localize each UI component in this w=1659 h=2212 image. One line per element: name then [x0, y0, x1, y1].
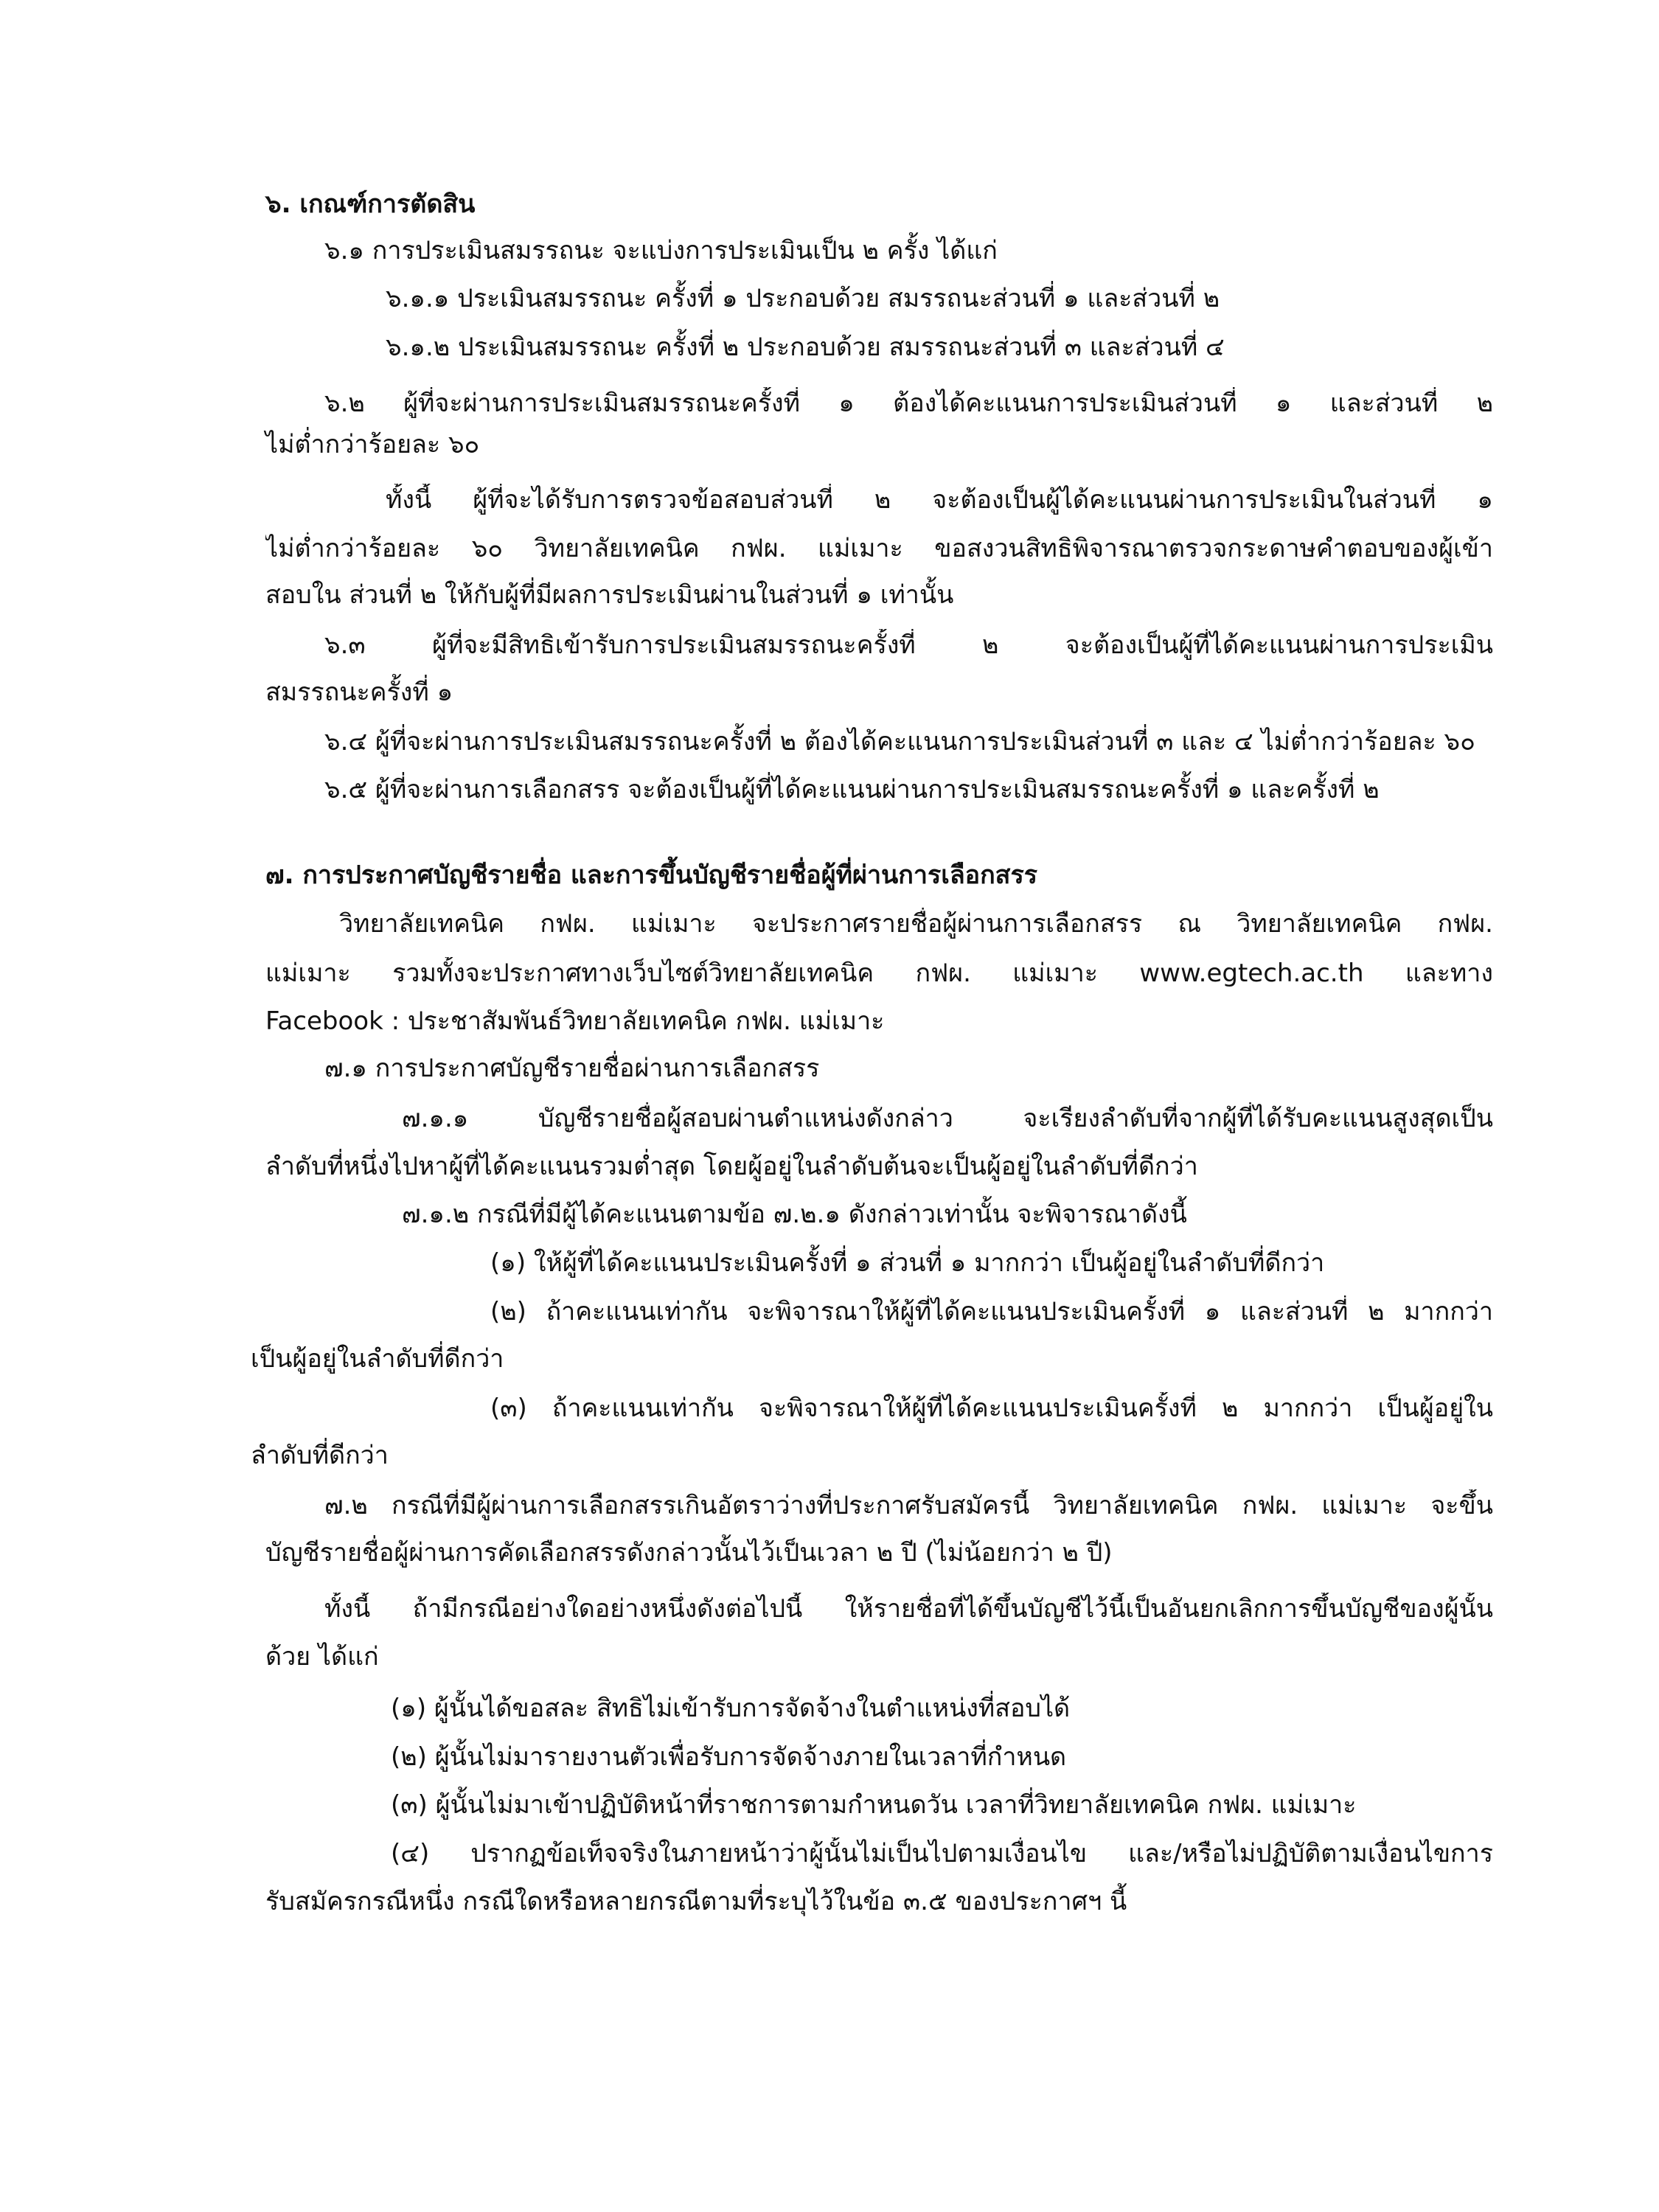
clause-6-5: ๖.๕ ผู้ที่จะผ่านการเลือกสรร จะต้องเป็นผู้ที่ได้คะแนนผ่านการประเมินสมรรถนะครั้งที่ ๑ และครั้งที่ ๒ — [324, 775, 1380, 804]
clause-7-1: ๗.๑ การประกาศบัญชีรายชื่อผ่านการเลือกสรร — [324, 1054, 820, 1083]
cancel-clause-line-2: ด้วย ได้แก่ — [265, 1642, 379, 1672]
sub-item-2-line-2: เป็นผู้อยู่ในลำดับที่ดีกว่า — [251, 1344, 504, 1374]
section-7-intro-line-1: วิทยาลัยเทคนิค กฟผ. แม่เมาะ จะประกาศรายชื่อผู้ผ่านการเลือกสรร ณ วิทยาลัยเทคนิค กฟผ. — [339, 909, 1493, 939]
clause-6-2-line-1: ๖.๒ ผู้ที่จะผ่านการประเมินสมรรถนะครั้งที่ ๑ ต้องได้คะแนนการประเมินส่วนที่ ๑ และส่วนที่ ๒ — [324, 389, 1493, 418]
clause-7-1-1-line-1: ๗.๑.๑ บัญชีรายชื่อผู้สอบผ่านตำแหน่งดังกล่าว จะเรียงลำดับที่จากผู้ที่ได้รับคะแนนสูงสุดเป็น — [402, 1104, 1493, 1133]
clause-7-1-1-line-2: ลำดับที่หนึ่งไปหาผู้ที่ได้คะแนนรวมต่ำสุด โดยผู้อยู่ในลำดับต้นจะเป็นผู้อยู่ในลำดับที่ดีกว่า — [265, 1152, 1198, 1181]
section-7-intro-line-2: แม่เมาะ รวมทั้งจะประกาศทางเว็บไซต์วิทยาลัยเทคนิค กฟผ. แม่เมาะ www.egtech.ac.th และทาง — [265, 959, 1493, 988]
note-6-2-line-1: ทั้งนี้ ผู้ที่จะได้รับการตรวจข้อสอบส่วนที่ ๒ จะต้องเป็นผู้ได้คะแนนผ่านการประเมินในส่วนที่ ๑ — [386, 485, 1493, 515]
clause-6-1-2: ๖.๑.๒ ประเมินสมรรถนะ ครั้งที่ ๒ ประกอบด้วย สมรรถนะส่วนที่ ๓ และส่วนที่ ๔ — [386, 333, 1225, 362]
section-7-heading: ๗. การประกาศบัญชีรายชื่อ และการขึ้นบัญชีรายชื่อผู้ที่ผ่านการเลือกสรร — [265, 860, 1037, 890]
section-7-intro-line-3: Facebook : ประชาสัมพันธ์วิทยาลัยเทคนิค กฟผ. แม่เมาะ — [265, 1006, 885, 1036]
clause-6-3-line-1: ๖.๓ ผู้ที่จะมีสิทธิเข้ารับการประเมินสมรรถนะครั้งที่ ๒ จะต้องเป็นผู้ที่ได้คะแนนผ่านการประเมิน — [324, 630, 1493, 660]
cancel-item-1: (๑) ผู้นั้นได้ขอสละ สิทธิไม่เข้ารับการจัดจ้างในตำแหน่งที่สอบได้ — [391, 1694, 1071, 1723]
sub-item-2-line-1: (๒) ถ้าคะแนนเท่ากัน จะพิจารณาให้ผู้ที่ได้คะแนนประเมินครั้งที่ ๑ และส่วนที่ ๒ มากกว่า — [490, 1297, 1493, 1326]
sub-item-3-line-1: (๓) ถ้าคะแนนเท่ากัน จะพิจารณาให้ผู้ที่ได้คะแนนประเมินครั้งที่ ๒ มากกว่า เป็นผู้อยู่ใน — [490, 1394, 1493, 1423]
cancel-clause-line-1: ทั้งนี้ ถ้ามีกรณีอย่างใดอย่างหนึ่งดังต่อไปนี้ ให้รายชื่อที่ได้ขึ้นบัญชีไว้นี้เป็นอันยกเลิกการขึ้นบัญชีของผู้นั้น — [324, 1594, 1493, 1624]
cancel-item-3: (๓) ผู้นั้นไม่มาเข้าปฏิบัติหน้าที่ราชการตามกำหนดวัน เวลาที่วิทยาลัยเทคนิค กฟผ. แม่เมาะ — [391, 1790, 1357, 1820]
cancel-item-2: (๒) ผู้นั้นไม่มารายงานตัวเพื่อรับการจัดจ้างภายในเวลาที่กำหนด — [391, 1742, 1067, 1772]
note-6-2-line-3: สอบใน ส่วนที่ ๒ ให้กับผู้ที่มีผลการประเมินผ่านในส่วนที่ ๑ เท่านั้น — [265, 580, 954, 610]
clause-7-2-line-2: บัญชีรายชื่อผู้ผ่านการคัดเลือกสรรดังกล่าวนั้นไว้เป็นเวลา ๒ ปี (ไม่น้อยกว่า ๒ ปี) — [265, 1538, 1113, 1568]
clause-7-1-2: ๗.๑.๒ กรณีที่มีผู้ได้คะแนนตามข้อ ๗.๒.๑ ดังกล่าวเท่านั้น จะพิจารณาดังนี้ — [402, 1200, 1187, 1229]
clause-6-2-line-2: ไม่ต่ำกว่าร้อยละ ๖๐ — [265, 430, 480, 459]
sub-item-3-line-2: ลำดับที่ดีกว่า — [251, 1441, 389, 1470]
clause-6-1-1: ๖.๑.๑ ประเมินสมรรถนะ ครั้งที่ ๑ ประกอบด้วย สมรรถนะส่วนที่ ๑ และส่วนที่ ๒ — [386, 284, 1220, 313]
sub-item-1: (๑) ให้ผู้ที่ได้คะแนนประเมินครั้งที่ ๑ ส่วนที่ ๑ มากกว่า เป็นผู้อยู่ในลำดับที่ดีกว่า — [490, 1248, 1325, 1278]
section-6-heading: ๖. เกณฑ์การตัดสิน — [265, 189, 476, 219]
clause-6-1: ๖.๑ การประเมินสมรรถนะ จะแบ่งการประเมินเป็น ๒ ครั้ง ได้แก่ — [324, 236, 998, 265]
cancel-item-4-line-2: รับสมัครกรณีหนึ่ง กรณีใดหรือหลายกรณีตามที่ระบุไว้ในข้อ ๓.๕ ของประกาศฯ นี้ — [265, 1887, 1127, 1916]
clause-6-3-line-2: สมรรถนะครั้งที่ ๑ — [265, 678, 453, 707]
note-6-2-line-2: ไม่ต่ำกว่าร้อยละ ๖๐ วิทยาลัยเทคนิค กฟผ. แม่เมาะ ขอสงวนสิทธิพิจารณาตรวจกระดาษคำตอบของผู้เข้า — [265, 534, 1493, 563]
clause-6-4: ๖.๔ ผู้ที่จะผ่านการประเมินสมรรถนะครั้งที่ ๒ ต้องได้คะแนนการประเมินส่วนที่ ๓ และ ๔ ไม่ต่ำกว่าร้อยละ ๖๐ — [324, 727, 1475, 757]
clause-7-2-line-1: ๗.๒ กรณีที่มีผู้ผ่านการเลือกสรรเกินอัตราว่างที่ประกาศรับสมัครนี้ วิทยาลัยเทคนิค กฟผ. แม่เมาะ จะขึ้น — [324, 1491, 1493, 1520]
cancel-item-4-line-1: (๔) ปรากฏข้อเท็จจริงในภายหน้าว่าผู้นั้นไม่เป็นไปตามเงื่อนไข และ/หรือไม่ปฏิบัติตามเงื่อนไขการ — [391, 1839, 1493, 1868]
